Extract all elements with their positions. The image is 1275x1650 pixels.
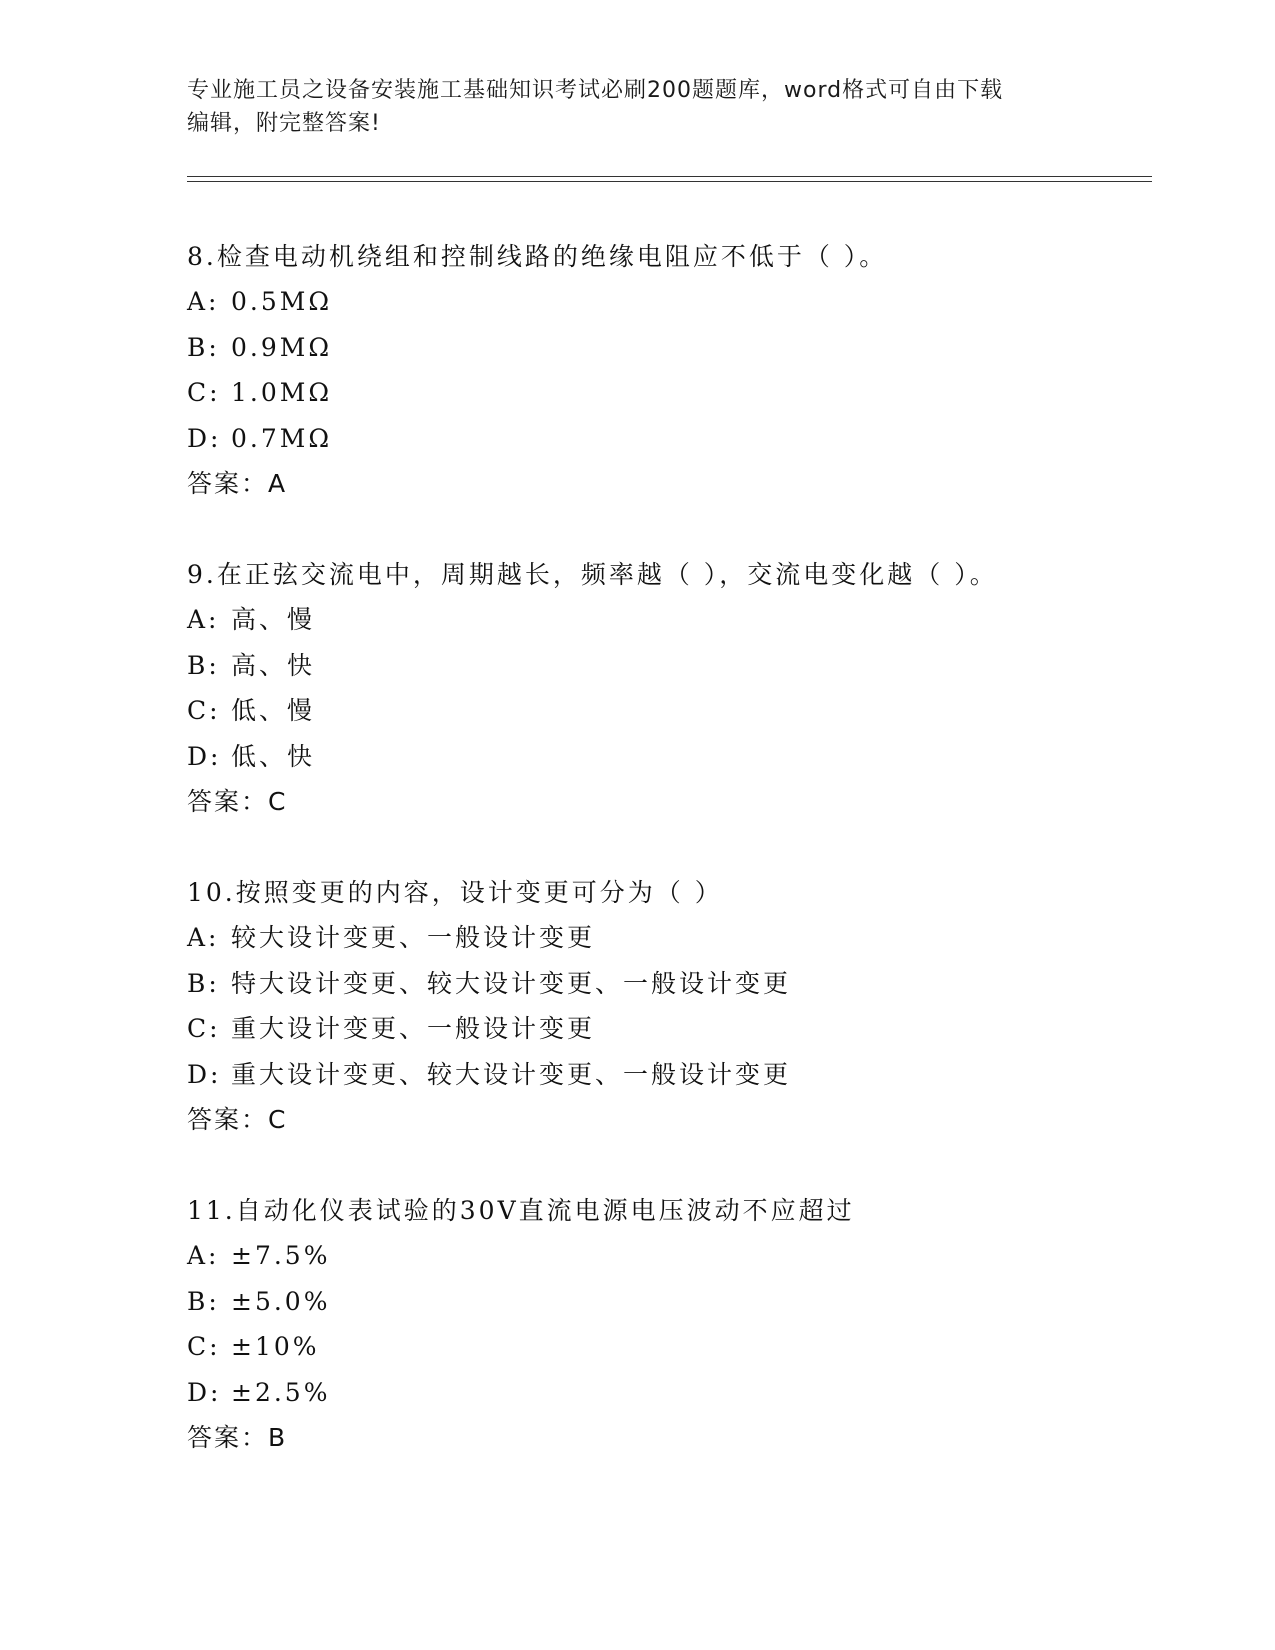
- option-text: 0.7MΩ: [231, 423, 333, 453]
- option-key: D:: [187, 423, 222, 453]
- option-b: [187, 325, 1152, 371]
- question-11: [187, 1188, 1152, 1460]
- option-text: 重大设计变更、一般设计变更: [231, 1014, 596, 1043]
- question-stem: 9.在正弦交流电中，周期越长，频率越（ ），交流电变化越（ ）。: [187, 560, 998, 589]
- option-text: ±5.0%: [231, 1286, 331, 1316]
- option-key: C:: [187, 696, 221, 725]
- header-line-1: 专业施工员之设备安装施工基础知识考试必刷200题题库，word格式可自由下载: [187, 78, 1004, 103]
- option-text: 0.9MΩ: [231, 332, 333, 362]
- option-a: [187, 1233, 1152, 1279]
- document-header: [187, 74, 1087, 140]
- question-stem: 10.按照变更的内容，设计变更可分为（ ）: [187, 878, 723, 907]
- option-b: [187, 961, 1152, 1007]
- option-key: C:: [187, 1014, 221, 1043]
- answer-line: 答案：B: [187, 1423, 288, 1452]
- option-text: 较大设计变更、一般设计变更: [231, 923, 596, 952]
- option-key: A:: [187, 605, 220, 634]
- option-a: [187, 597, 1152, 643]
- option-key: A:: [187, 1241, 220, 1270]
- option-a: [187, 915, 1152, 961]
- option-text: ±10%: [231, 1332, 320, 1361]
- option-text: ±2.5%: [231, 1377, 331, 1407]
- answer-line: 答案：C: [187, 1105, 288, 1134]
- option-a: [187, 279, 1152, 325]
- option-key: D:: [187, 1377, 222, 1407]
- option-c: [187, 370, 1152, 416]
- answer-line: 答案：A: [187, 469, 288, 498]
- option-text: 低、快: [231, 741, 316, 771]
- option-b: [187, 1279, 1152, 1325]
- header-divider-top: [187, 176, 1152, 177]
- option-key: B:: [187, 650, 220, 680]
- option-key: B:: [187, 332, 220, 362]
- option-text: 0.5MΩ: [231, 287, 333, 316]
- option-key: A:: [187, 923, 220, 952]
- question-8: [187, 234, 1152, 506]
- option-c: [187, 688, 1152, 734]
- option-c: [187, 1006, 1152, 1052]
- header-divider-bottom: [187, 181, 1152, 182]
- question-stem: 8.检查电动机绕组和控制线路的绝缘电阻应不低于（ ）。: [187, 242, 888, 271]
- answer-line: 答案：C: [187, 787, 288, 816]
- option-key: B:: [187, 1286, 220, 1316]
- option-d: [187, 416, 1152, 462]
- option-key: A:: [187, 287, 220, 316]
- option-text: 高、慢: [231, 605, 316, 634]
- option-text: 低、慢: [231, 696, 316, 725]
- option-key: B:: [187, 968, 220, 998]
- option-key: D:: [187, 1059, 222, 1089]
- option-text: 1.0MΩ: [231, 378, 333, 407]
- option-text: ±7.5%: [231, 1241, 331, 1270]
- question-9: [187, 552, 1152, 824]
- option-d: [187, 1370, 1152, 1416]
- header-line-2: 编辑，附完整答案!: [187, 111, 381, 136]
- option-key: C:: [187, 378, 221, 407]
- option-d: [187, 1052, 1152, 1098]
- option-key: D:: [187, 741, 222, 771]
- option-b: [187, 643, 1152, 689]
- option-d: [187, 734, 1152, 780]
- question-10: [187, 870, 1152, 1142]
- option-text: 高、快: [231, 650, 316, 680]
- option-key: C:: [187, 1332, 221, 1361]
- question-stem: 11.自动化仪表试验的30V直流电源电压波动不应超过: [187, 1196, 855, 1225]
- option-text: 重大设计变更、较大设计变更、一般设计变更: [231, 1059, 792, 1089]
- option-text: 特大设计变更、较大设计变更、一般设计变更: [231, 968, 792, 998]
- option-c: [187, 1324, 1152, 1370]
